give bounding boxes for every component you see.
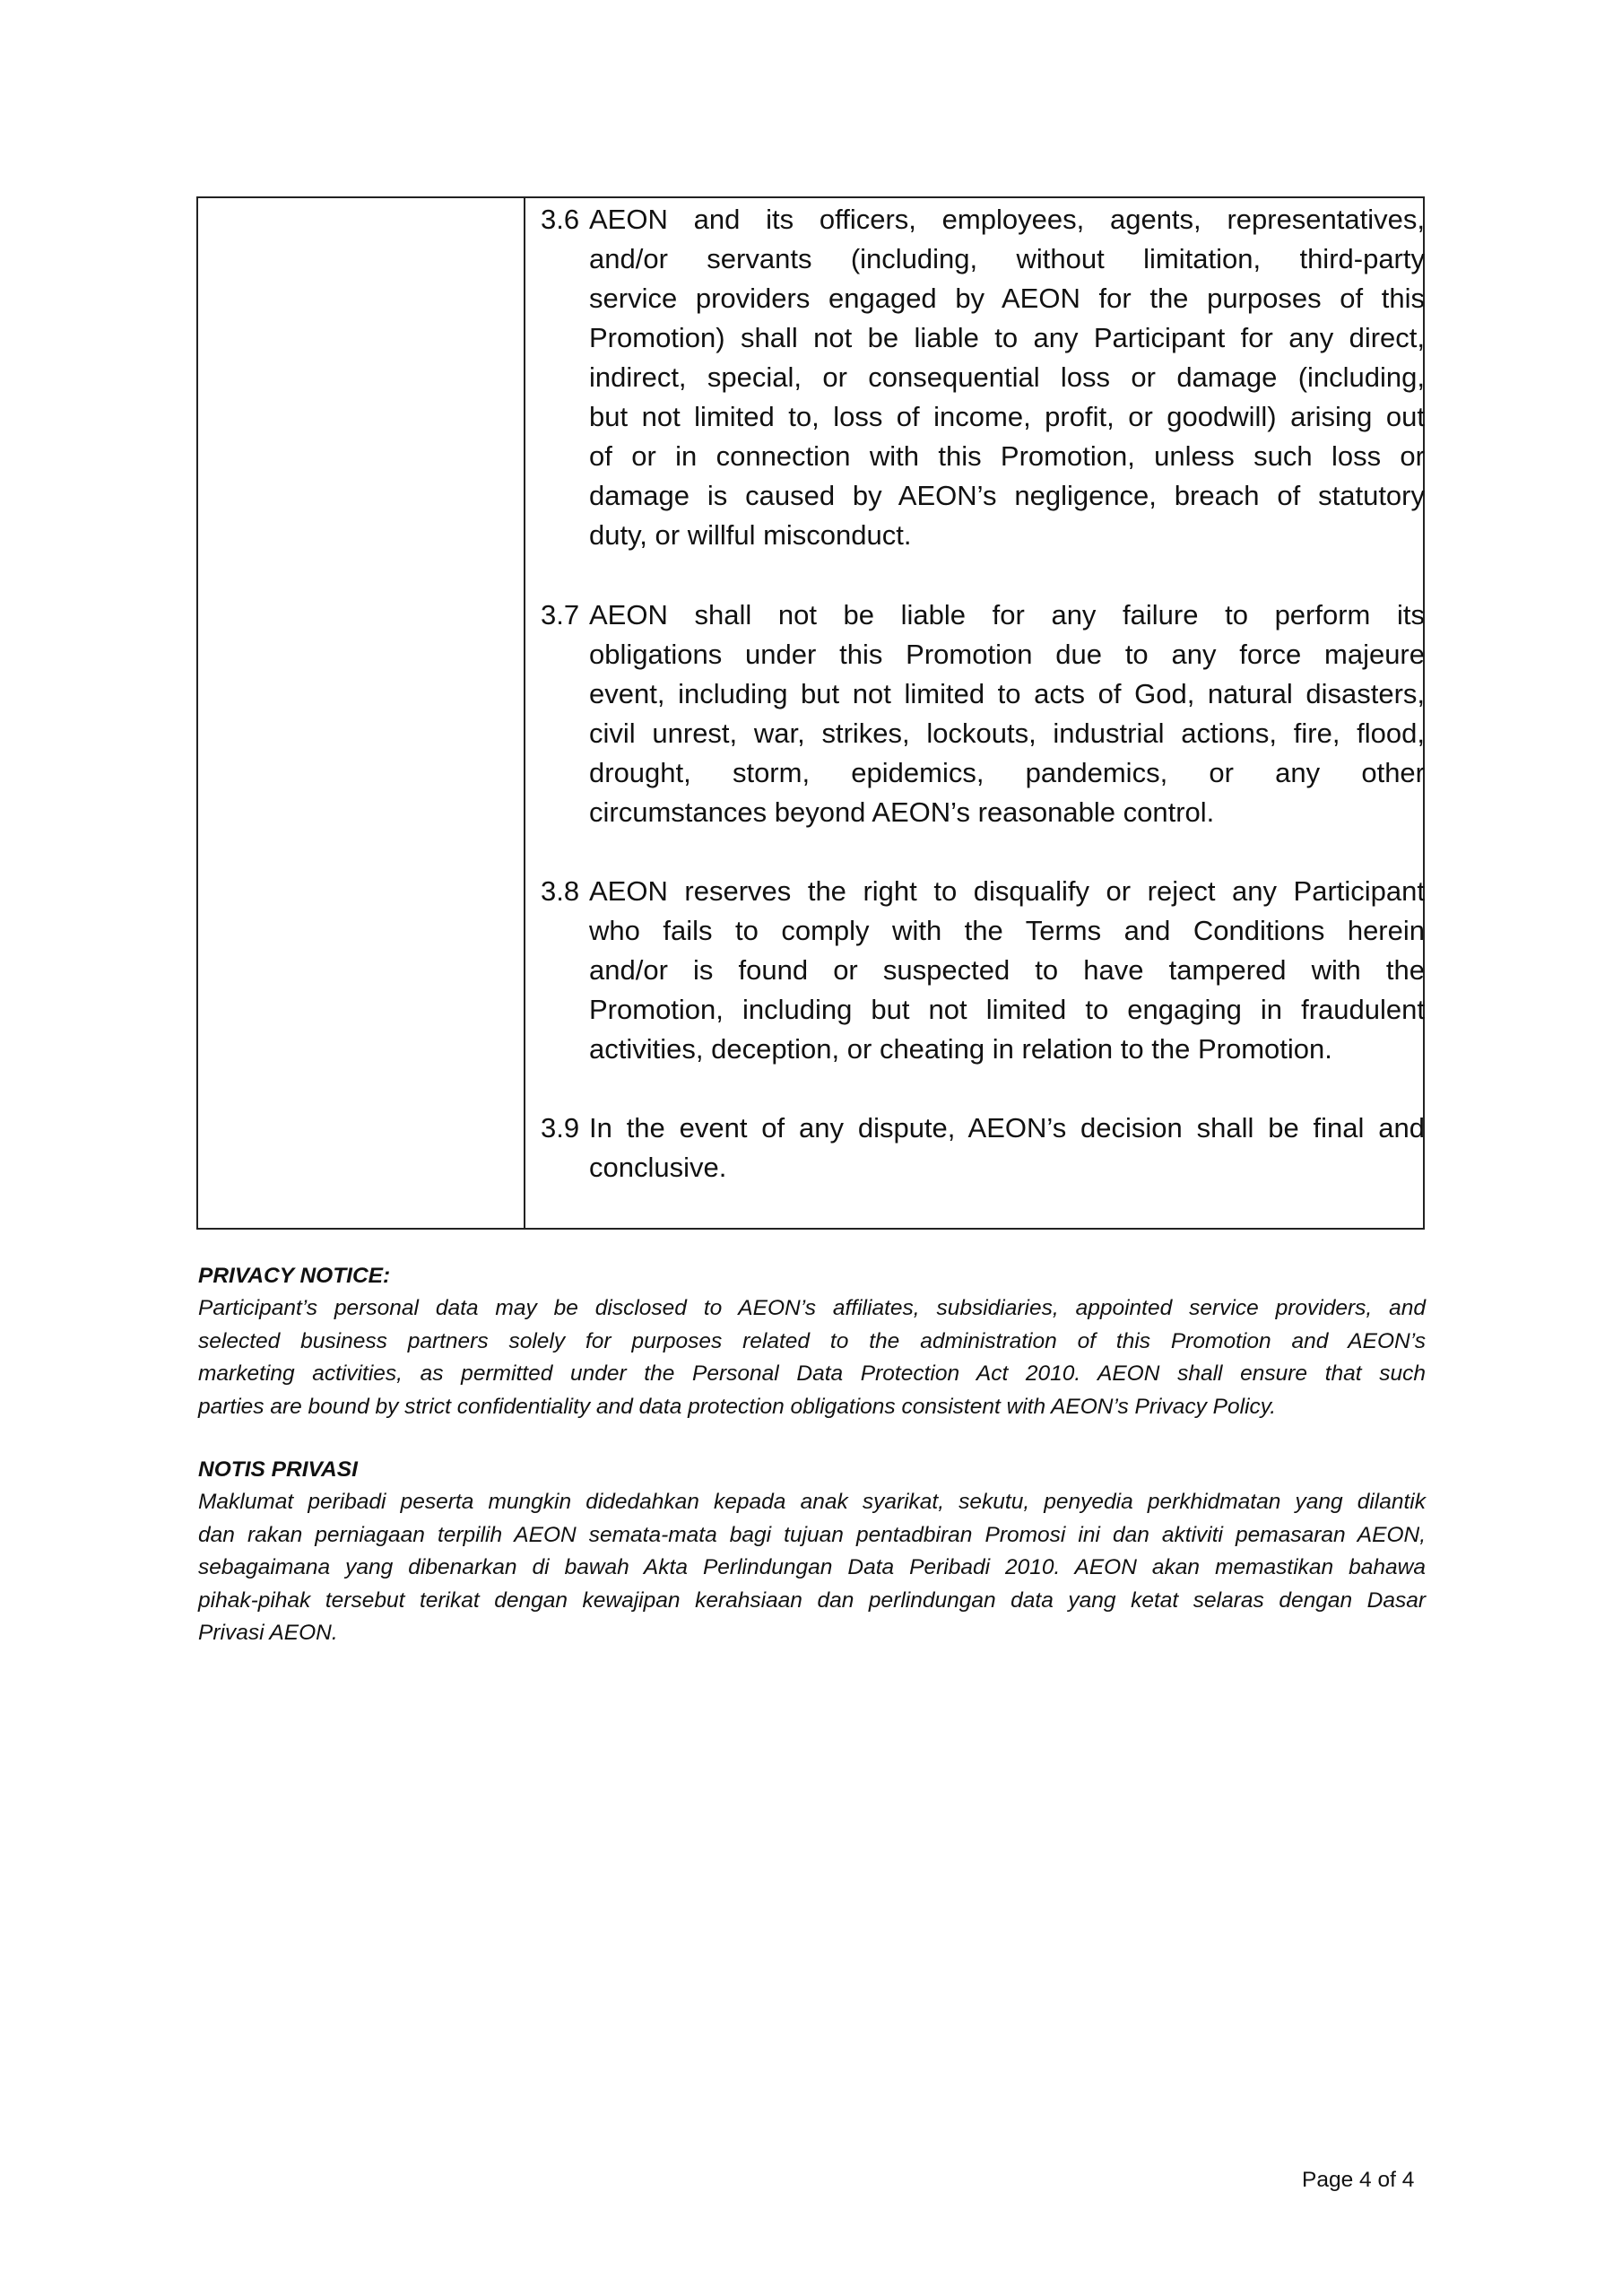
notis-privasi-line: sebagaimana yang dibenarkan di bawah Akta Perlindungan Data Peribadi 2010. AEON akan memastikan bahawa (198, 1555, 1426, 1580)
clause-line: AEON reserves the right to disqualify or reject any Participant (589, 875, 1425, 907)
clause-line: and/or servants (including, without limitation, third-party (589, 243, 1425, 274)
privacy-notice-title: PRIVACY NOTICE: (198, 1264, 391, 1288)
clause-line: damage is caused by AEON’s negligence, breach of statutory (589, 480, 1425, 511)
notis-privasi-line: Maklumat peribadi peserta mungkin didedahkan kepada anak syarikat, sekutu, penyedia perkhidmatan yang dilantik (198, 1490, 1426, 1515)
clause-line: activities, deception, or cheating in relation to the Promotion. (589, 1033, 1332, 1065)
privacy-notice (198, 1260, 1426, 1423)
table-right-cell (525, 198, 1423, 1228)
clause-line: AEON shall not be liable for any failure to perform its (589, 599, 1425, 631)
notis-privasi-line: dan rakan perniagaan terpilih AEON semata-mata bagi tujuan pentadbiran Promosi ini dan aktiviti pemasaran AEON, (198, 1522, 1426, 1547)
clause-line: drought, storm, epidemics, pandemics, or any other (589, 757, 1425, 788)
clause-line: AEON and its officers, employees, agents, representatives, (589, 204, 1425, 235)
clause-line: who fails to comply with the Terms and Conditions herein (589, 915, 1425, 946)
privacy-notice-line: Participant’s personal data may be disclosed to AEON’s affiliates, subsidiaries, appointed service providers, and (198, 1296, 1426, 1321)
notis-privasi (198, 1454, 1426, 1649)
clause-3-6 (541, 200, 1423, 555)
notis-privasi-line: pihak-pihak tersebut terikat dengan kewajipan kerahsiaan dan perlindungan data yang ketat selaras dengan Dasar (198, 1587, 1426, 1613)
privacy-notice-line: parties are bound by strict confidentiality and data protection obligations consistent with AEON’s Privacy Policy. (198, 1394, 1277, 1419)
clause-3-8 (541, 872, 1423, 1069)
clause-3-7 (541, 596, 1423, 832)
clause-line: circumstances beyond AEON’s reasonable control. (589, 796, 1215, 828)
notis-privasi-title: NOTIS PRIVASI (198, 1457, 358, 1482)
clause-number: 3.7 (541, 599, 580, 631)
clause-line: civil unrest, war, strikes, lockouts, industrial actions, fire, flood, (589, 718, 1425, 749)
clause-line: indirect, special, or consequential loss or damage (including, (589, 361, 1425, 393)
page-number: Page 4 of 4 (1302, 2168, 1415, 2192)
privacy-notice-line: marketing activities, as permitted under the Personal Data Protection Act 2010. AEON shall ensure that such (198, 1361, 1426, 1387)
clause-line: obligations under this Promotion due to any force majeure (589, 639, 1425, 670)
clause-line: Promotion, including but not limited to engaging in fraudulent (589, 994, 1425, 1025)
clause-line: but not limited to, loss of income, profit, or goodwill) arising out (589, 401, 1425, 432)
clause-line: conclusive. (589, 1152, 727, 1183)
privacy-notice-line: selected business partners solely for purposes related to the administration of this Promotion and AEON’s (198, 1328, 1426, 1353)
clause-number: 3.8 (541, 875, 580, 907)
clause-line: event, including but not limited to acts of God, natural disasters, (589, 678, 1425, 709)
clause-line: service providers engaged by AEON for the purposes of this (589, 283, 1425, 314)
clause-line: of or in connection with this Promotion, unless such loss or (589, 440, 1425, 472)
notis-privasi-line: Privasi AEON. (198, 1620, 338, 1645)
table-left-cell (198, 198, 524, 1228)
clause-line: duty, or willful misconduct. (589, 519, 912, 551)
clause-number: 3.6 (541, 204, 580, 235)
clause-line: and/or is found or suspected to have tampered with the (589, 954, 1425, 986)
clause-3-9 (541, 1109, 1423, 1187)
clause-line: In the event of any dispute, AEON’s decision shall be final and (589, 1112, 1425, 1144)
clause-number: 3.9 (541, 1112, 580, 1144)
clause-line: Promotion) shall not be liable to any Participant for any direct, (589, 322, 1425, 353)
terms-table (196, 196, 1425, 1230)
